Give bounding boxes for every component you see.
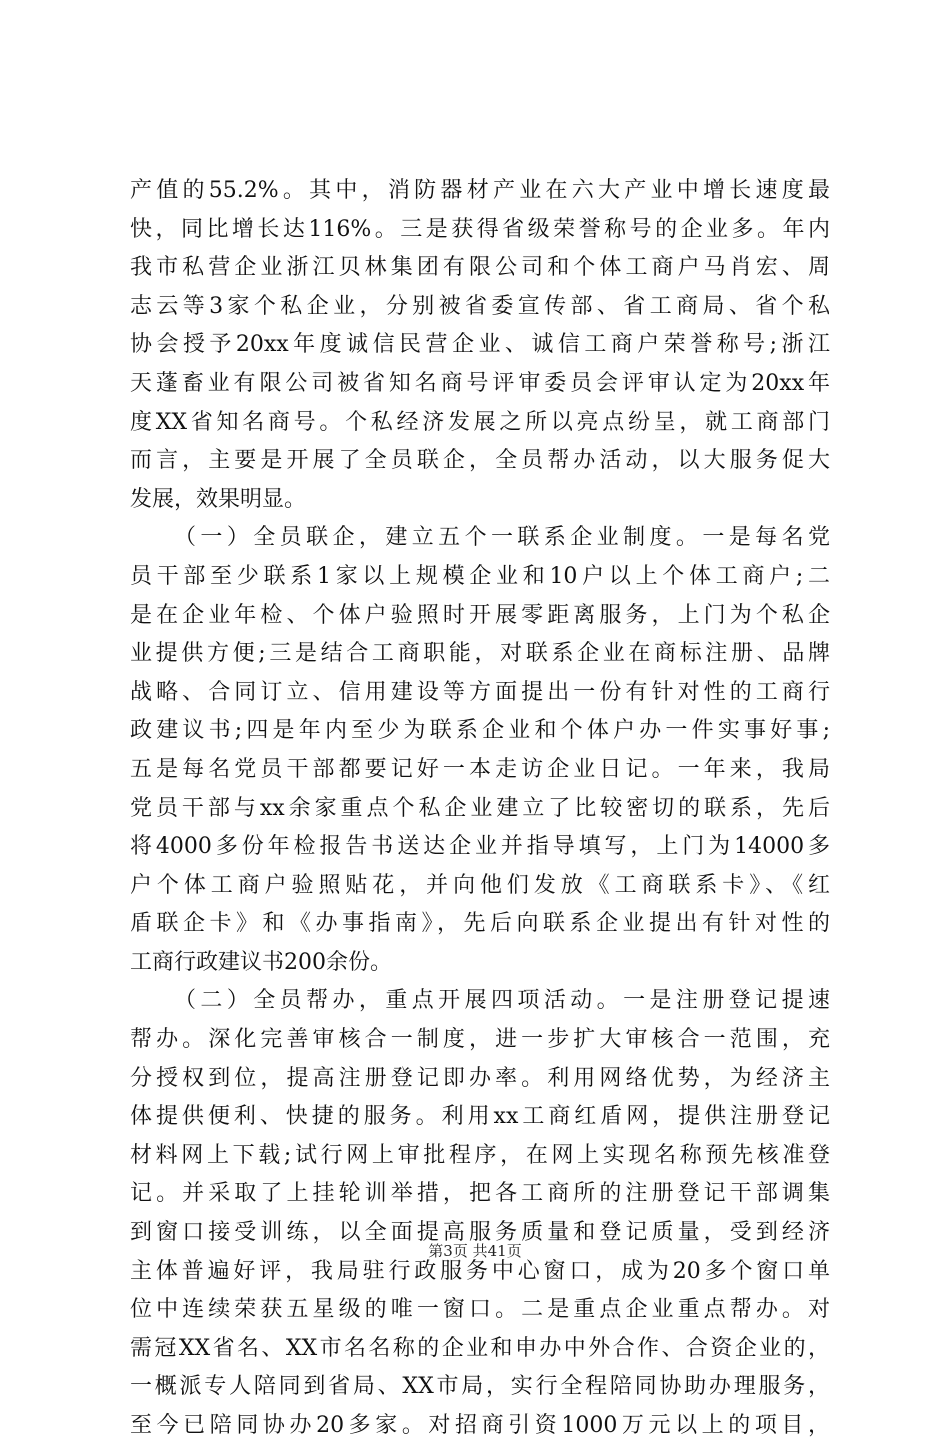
text-line: 需冠XX省名、XX市名名称的企业和申办中外合作、合资企业的， (130, 1335, 830, 1361)
text-line: 战略、合同订立、信用建设等方面提出一份有针对性的工商行 (130, 679, 830, 705)
text-line: 而言，主要是开展了全员联企，全员帮办活动，以大服务促大 (130, 448, 830, 474)
text-line: 一概派专人陪同到省局、XX市局，实行全程陪同协助办理服务， (130, 1374, 830, 1400)
text-line: 政建议书;四是年内至少为联系企业和个体户办一件实事好事; (130, 718, 830, 744)
text-line: 发展，效果明显。 (130, 486, 307, 512)
text-line: 主体普遍好评，我局驻行政服务中心窗口，成为20多个窗口单 (130, 1258, 830, 1284)
text-line: 五是每名党员干部都要记好一本走访企业日记。一年来，我局 (130, 756, 830, 782)
text-line: 员干部至少联系1家以上规模企业和10户以上个体工商户;二 (130, 563, 830, 589)
text-line: 到窗口接受训练，以全面提高服务质量和登记质量，受到经济 (130, 1220, 830, 1246)
text-line: 将4000多份年检报告书送达企业并指导填写，上门为14000多 (130, 834, 830, 860)
text-line: 天蓬畜业有限公司被省知名商号评审委员会评审认定为20xx年 (130, 370, 830, 396)
text-line: 记。并采取了上挂轮训举措，把各工商所的注册登记干部调集 (130, 1181, 830, 1207)
text-line: 协会授予20xx年度诚信民营企业、诚信工商户荣誉称号;浙江 (130, 332, 830, 358)
text-line: 我市私营企业浙江贝林集团有限公司和个体工商户马肖宏、周 (130, 255, 830, 281)
text-line: 产值的55.2%。其中，消防器材产业在六大产业中增长速度最 (130, 178, 830, 203)
text-line: 党员干部与xx余家重点个私企业建立了比较密切的联系，先后 (130, 795, 830, 821)
text-line: 帮办。深化完善审核合一制度，进一步扩大审核合一范围，充 (130, 1027, 830, 1053)
text-line: 工商行政建议书200余份。 (130, 949, 392, 975)
text-line: 户个体工商户验照贴花，并向他们发放《工商联系卡》、《红 (130, 872, 830, 898)
text-line: 分授权到位，提高注册登记即办率。利用网络优势，为经济主 (130, 1065, 830, 1091)
page-footer: 第3页 共41页 (428, 1242, 522, 1260)
text-line: 至今已陪同协办20多家。对招商引资1000万元以上的项目， (130, 1413, 830, 1438)
text-line: 体提供便利、快捷的服务。利用xx工商红盾网，提供注册登记 (130, 1104, 830, 1130)
text-line: 盾联企卡》和《办事指南》，先后向联系企业提出有针对性的 (130, 911, 830, 937)
text-line: 材料网上下载;试行网上审批程序，在网上实现名称预先核准登 (130, 1142, 830, 1168)
text-line: 志云等3家个私企业，分别被省委宣传部、省工商局、省个私 (130, 293, 830, 319)
text-line: 快，同比增长达116%。三是获得省级荣誉称号的企业多。年内 (130, 216, 830, 242)
text-line: （一）全员联企，建立五个一联系企业制度。一是每名党 (174, 525, 830, 551)
text-line: 是在企业年检、个体户验照时开展零距离服务，上门为个私企 (130, 602, 830, 628)
text-line: 度XX省知名商号。个私经济发展之所以亮点纷呈，就工商部门 (130, 409, 830, 435)
text-line: （二）全员帮办，重点开展四项活动。一是注册登记提速 (174, 988, 830, 1014)
text-line: 位中连续荣获五星级的唯一窗口。二是重点企业重点帮办。对 (130, 1297, 830, 1323)
text-line: 业提供方便;三是结合工商职能，对联系企业在商标注册、品牌 (130, 641, 830, 667)
